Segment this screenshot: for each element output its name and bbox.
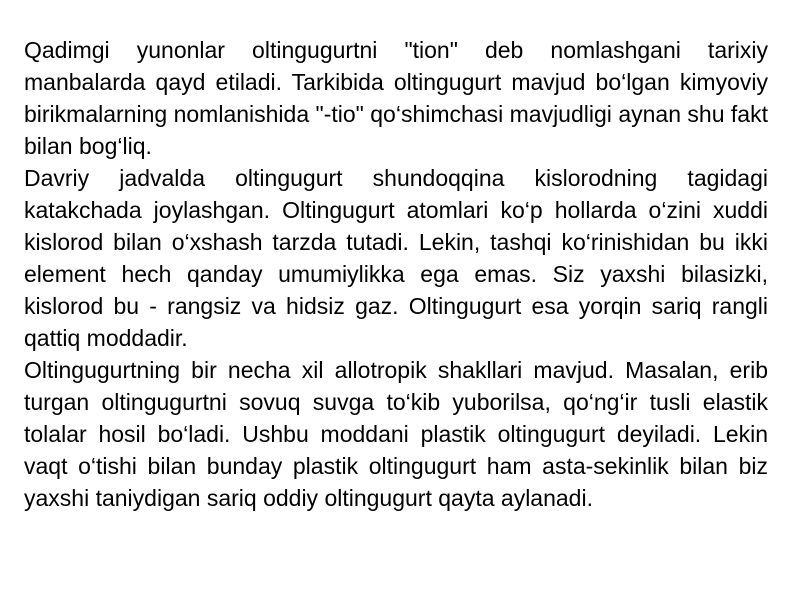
paragraph-1: Qadimgi yunonlar oltingugurtni "tion" deb nomlashgani tarixiy manbalarda qayd etiladi. Tarkibida oltingugurt mavjud bo‘lgan kimyoviy birikmalarning nomlanishida "-tio" qo‘shimchasi mavjudligi aynan shu fakt bilan bog‘liq. xyxy=(24,37,768,159)
paragraph-3: Oltingugurtning bir necha xil allotropik shakllari mavjud. Masalan, erib turgan oltingugurtni sovuq suvga to‘kib yuborilsa, qo‘ng‘ir tusli elastik tolalar hosil bo‘ladi. Ushbu moddani plastik oltingugurt deyiladi. Lekin vaqt o‘tishi bilan bunday plastik oltingugurt ham asta-sekinlik bilan biz yaxshi taniydigan sariq oddiy oltingugurt qayta aylanadi. xyxy=(24,357,768,511)
paragraph-2: Davriy jadvalda oltingugurt shundoqqina kislorodning tagidagi katakchada joylashgan. Oltingugurt atomlari ko‘p hollarda o‘zini xuddi kislorod bilan o‘xshash tarzda tutadi. Lekin, tashqi ko‘rinishidan bu ikki element hech qanday umumiylikka ega emas. Siz yaxshi bilasizki, kislorod bu - rangsiz va hidsiz gaz. Oltingugurt esa yorqin sariq rangli qattiq moddadir. xyxy=(24,165,768,351)
